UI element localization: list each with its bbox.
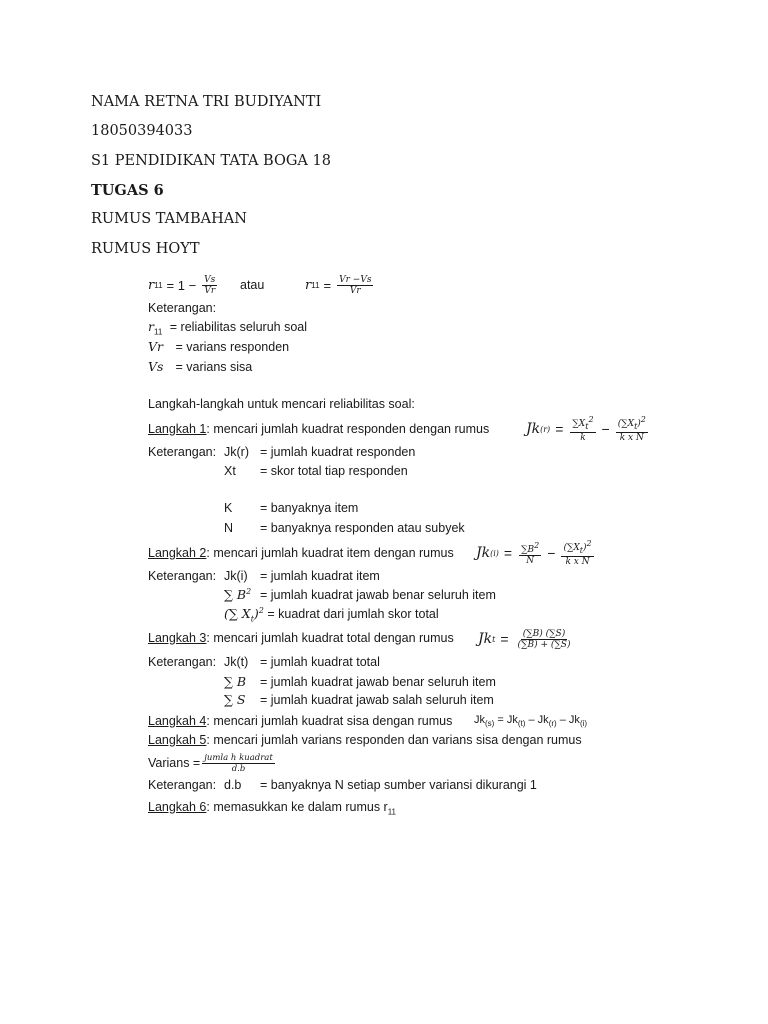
ket-row-vr: Vr = varians responden — [148, 339, 290, 354]
study-program: S1 PENDIDIKAN TATA BOGA 18 — [91, 153, 331, 169]
ket-row-r11: $r_{11}$ = reliabilitas seluruh soal — [148, 319, 308, 337]
step3-formula: Jk t = $\frac{(\sum B) (\sum S)}{(\sum B) + (\sum S)}$ — [478, 628, 571, 650]
subtitle: RUMUS TAMBAHAN — [91, 211, 247, 227]
hoyt-formula-2: r 11 = $\frac{Vr -Vs}{Vr}$ — [305, 274, 372, 296]
step6-line: Langkah 6: memasukkan ke dalam rumus $r_{11}$ — [148, 800, 397, 817]
step3-line: Langkah 3: mencari jumlah kuadrat total dengan rumus — [148, 631, 454, 645]
step1-formula: Jk (r) = $\frac{\sum X_t^2}{k}$ − $\frac{(\sum X_t)^2}{\text{k x N}}$ — [526, 415, 646, 443]
db-ket-row: d.b = banyaknya N setiap sumber variansi dikurangi 1 — [224, 778, 537, 792]
keterangan-title: Keterangan: — [148, 301, 217, 315]
step2-ket-title: Keterangan: — [148, 569, 217, 583]
step4-line: Langkah 4: mencari jumlah kuadrat sisa dengan rumus — [148, 714, 453, 728]
student-name: NAMA RETNA TRI BUDIYANTI — [91, 94, 322, 110]
step1-ket-row: Jk(r) = jumlah kuadrat responden — [224, 445, 416, 459]
step1-ket-row: N = banyaknya responden atau subyek — [224, 521, 465, 535]
step2-formula: Jk (i) = $\frac{\sum B^2}{N}$ − $\frac{(\sum X_t)^2}{\text{k x N}}$ — [476, 539, 592, 567]
step1-line: Langkah 1: mencari jumlah kuadrat responden dengan rumus — [148, 422, 490, 436]
step2-line: Langkah 2: mencari jumlah kuadrat item dengan rumus — [148, 546, 454, 560]
step4-formula: $Jk_{(s)} = Jk_{(t)} - Jk_{(r)} - Jk_{(i)}$ — [474, 714, 588, 729]
task-title: TUGAS 6 — [91, 182, 164, 199]
step2-ket-row: ∑ $B^2$ = jumlah kuadrat jawab benar seluruh item — [224, 587, 496, 603]
atau-label: atau — [240, 278, 265, 292]
db-ket-title: Keterangan: — [148, 778, 217, 792]
step5-line: Langkah 5: mencari jumlah varians responden dan varians sisa dengan rumus — [148, 733, 582, 747]
hoyt-formula-1: r 11 = 1 − $\frac{Vs}{Vr}$ — [148, 274, 216, 296]
step3-ket-row: ∑ B = jumlah kuadrat jawab benar seluruh item — [224, 674, 496, 689]
step1-ket-row: K = banyaknya item — [224, 501, 359, 515]
step3-ket-title: Keterangan: — [148, 655, 217, 669]
student-id: 18050394033 — [91, 123, 193, 139]
step1-ket-title: Keterangan: — [148, 445, 217, 459]
steps-intro: Langkah-langkah untuk mencari reliabilitas soal: — [148, 397, 415, 411]
section-title: RUMUS HOYT — [91, 241, 200, 257]
step2-ket-row: Jk(i) = jumlah kuadrat item — [224, 569, 380, 583]
varians-formula: Varians = $\frac{\text{jumla h kuadrat}}{d.b}$ — [148, 752, 273, 774]
ket-row-vs: Vs = varians sisa — [148, 359, 253, 374]
step2-ket-row: (∑ $X_t)^2$ = kuadrat dari jumlah skor total — [224, 606, 439, 624]
step3-ket-row: ∑ S = jumlah kuadrat jawab salah seluruh item — [224, 692, 494, 707]
step1-ket-row: Xt = skor total tiap responden — [224, 464, 408, 478]
step3-ket-row: Jk(t) = jumlah kuadrat total — [224, 655, 380, 669]
